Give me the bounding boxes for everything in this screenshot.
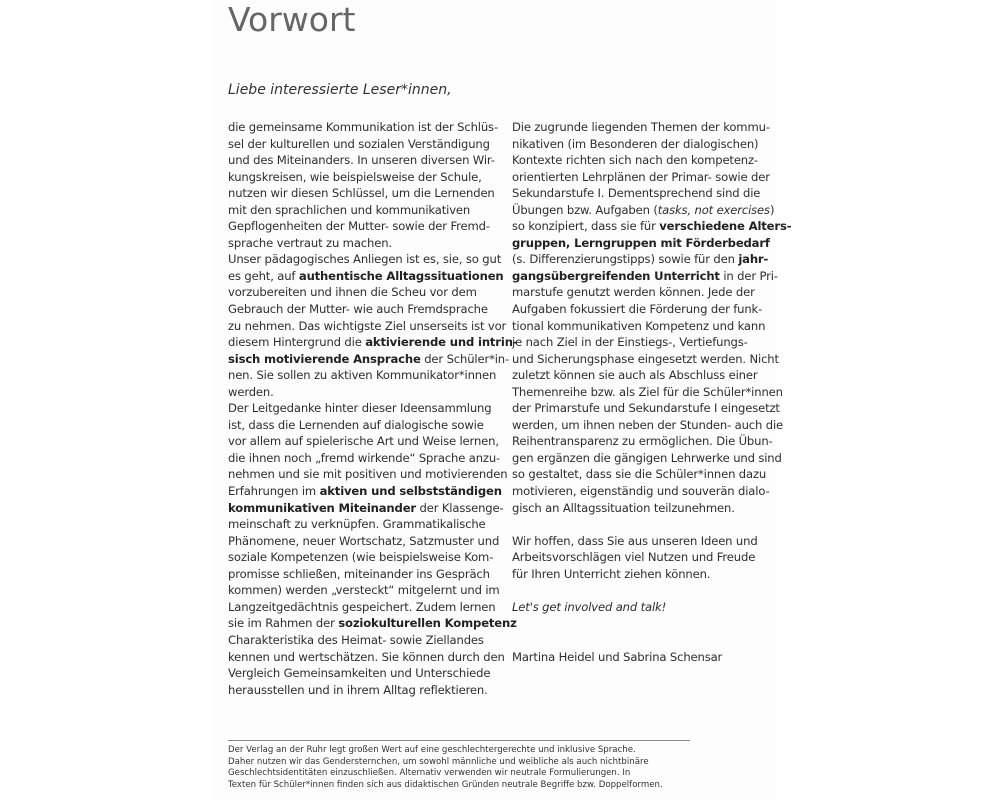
text-segment: Langzeitgedächtnis gespeichert. Zudem lernen	[228, 599, 496, 614]
text-line	[512, 136, 791, 153]
text-segment: ist, dass die Lernenden auf dialogische sowie	[228, 417, 484, 432]
text-line	[512, 235, 791, 252]
text-segment: gisch an Alltagssituation teilzunehmen.	[512, 500, 735, 515]
text-segment: promisse schließen, miteinander ins Gespräch	[228, 566, 490, 581]
text-line	[512, 500, 791, 517]
text-line	[228, 599, 517, 616]
text-segment: (s. Differenzierungstipps) sowie für den	[512, 252, 739, 267]
footnote-line: Texten für Schüler*innen finden sich aus didaktischen Gründen neutrale Begriffe bzw. Doppelformen.	[228, 779, 663, 790]
left-column-text	[228, 119, 517, 698]
footnote-divider	[228, 740, 690, 741]
text-line	[512, 599, 791, 616]
footnote-line: Geschlechtsidentitäten einzuschließen. Alternativ verwenden wir neutrale Formulierungen. In	[228, 768, 631, 779]
text-segment: nikativen (im Besonderen der dialogischen)	[512, 136, 759, 151]
text-line	[512, 582, 791, 599]
text-line	[228, 566, 517, 583]
text-line	[512, 251, 791, 268]
text-line	[512, 433, 791, 450]
text-line	[228, 202, 517, 219]
text-line	[228, 466, 517, 483]
text-segment: Aufgaben fokussiert die Förderung der funk-	[512, 302, 763, 317]
text-line	[228, 549, 517, 566]
text-line	[228, 119, 517, 136]
text-line	[512, 202, 791, 219]
text-line	[228, 169, 517, 186]
text-line	[512, 169, 791, 186]
text-line	[228, 152, 517, 169]
text-segment: nutzen wir diesen Schlüssel, um die Lernenden	[228, 186, 495, 201]
text-segment: und des Miteinanders. In unseren diversen Wir-	[228, 153, 495, 168]
text-segment: der Primarstufe und Sekundarstufe I eingesetzt	[512, 401, 780, 416]
bold-text: aktiven und selbstständigen	[319, 484, 502, 499]
text-line	[228, 433, 517, 450]
text-segment: zuletzt können sie auch als Abschluss einer	[512, 368, 758, 383]
text-segment: es geht, auf	[228, 268, 299, 283]
text-segment: Kontexte richten sich nach den kompetenz-	[512, 153, 758, 168]
text-segment: gen ergänzen die gängigen Lehrwerke und sind	[512, 450, 782, 465]
text-line	[512, 417, 791, 434]
bold-text: jahr-	[738, 252, 769, 267]
bold-text: gangsübergreifenden Unterricht	[512, 268, 720, 283]
italic-text: tasks, not exercises	[657, 202, 770, 217]
bold-text: gruppen, Lerngruppen mit Förderbedarf	[512, 235, 770, 250]
text-segment: kommen) werden „versteckt“ mitgelernt und im	[228, 583, 500, 598]
text-segment: Arbeitsvorschlägen viel Nutzen und Freude	[512, 550, 756, 565]
text-line	[512, 218, 791, 235]
page-title: Vorwort	[228, 0, 356, 39]
text-segment: Reihentransparenz zu ermöglichen. Die Übun-	[512, 434, 773, 449]
text-line	[228, 450, 517, 467]
text-line	[228, 400, 517, 417]
text-segment: soziale Kompetenzen (wie beispielsweise Kom-	[228, 550, 494, 565]
text-line	[512, 400, 791, 417]
footnote	[228, 745, 663, 791]
text-line	[228, 136, 517, 153]
text-segment: für Ihren Unterricht ziehen können.	[512, 566, 711, 581]
text-line	[228, 649, 517, 666]
text-line	[228, 367, 517, 384]
text-line	[228, 284, 517, 301]
text-segment: der Klassenge-	[415, 500, 504, 515]
text-segment: Martina Heidel und Sabrina Schensar	[512, 649, 723, 664]
text-segment: )	[769, 202, 775, 217]
bold-text: authentische Alltagssituationen	[298, 268, 504, 283]
text-line	[228, 582, 517, 599]
footnote-line: Der Verlag an der Ruhr legt großen Wert auf eine geschlechtergerechte und inklusive Sprache.	[228, 745, 636, 755]
text-segment: Übungen bzw. Aufgaben (	[512, 202, 658, 217]
text-line	[228, 665, 517, 682]
text-line	[512, 301, 791, 318]
text-line	[512, 533, 791, 550]
text-segment: so konzipiert, dass sie für	[512, 219, 660, 234]
text-segment: nen. Sie sollen zu aktiven Kommunikator*innen	[228, 368, 497, 383]
text-line	[228, 301, 517, 318]
text-line	[512, 384, 791, 401]
text-segment: werden.	[228, 384, 274, 399]
text-line	[228, 268, 517, 285]
greeting: Liebe interessierte Leser*innen,	[228, 82, 452, 98]
text-segment: der Schüler*in-	[420, 351, 510, 366]
text-segment: vor allem auf spielerische Art und Weise lernen,	[228, 434, 499, 449]
text-segment: Gebrauch der Mutter- wie auch Fremdsprache	[228, 302, 488, 317]
text-line	[512, 334, 791, 351]
text-segment: tional kommunikativen Kompetenz und kann	[512, 318, 766, 333]
text-segment: orientierten Lehrplänen der Primar- sowie der	[512, 169, 770, 184]
text-segment: Charakteristika des Heimat- sowie Ziellandes	[228, 632, 484, 647]
text-line	[512, 516, 791, 533]
text-segment: sie im Rahmen der	[228, 616, 339, 631]
text-line	[228, 218, 517, 235]
text-segment: zu nehmen. Das wichtigste Ziel unserseits ist vor	[228, 318, 507, 333]
text-line	[512, 649, 791, 666]
text-line	[228, 483, 517, 500]
text-segment: sprache vertraut zu machen.	[228, 235, 392, 250]
text-segment: nehmen und sie mit positiven und motivierenden	[228, 467, 508, 482]
text-line	[228, 615, 517, 632]
text-line	[228, 682, 517, 699]
text-line	[228, 351, 517, 368]
text-line	[228, 334, 517, 351]
text-line	[228, 235, 517, 252]
text-line	[512, 284, 791, 301]
text-line	[512, 351, 791, 368]
text-line	[512, 466, 791, 483]
text-line	[512, 152, 791, 169]
text-line	[228, 384, 517, 401]
text-line	[512, 185, 791, 202]
text-segment: die gemeinsame Kommunikation ist der Schlüs-	[228, 120, 498, 134]
text-segment: motivieren, eigenständig und souverän dialo-	[512, 484, 770, 499]
text-segment: Unser pädagogisches Anliegen ist es, sie, so gut	[228, 252, 502, 267]
text-segment: Wir hoffen, dass Sie aus unseren Ideen und	[512, 533, 758, 548]
text-line	[228, 516, 517, 533]
text-line	[512, 318, 791, 335]
text-line	[512, 632, 791, 649]
text-segment: diesem Hintergrund die	[228, 335, 366, 350]
text-segment: herausstellen und in ihrem Alltag reflektieren.	[228, 682, 488, 697]
text-line	[228, 632, 517, 649]
bold-text: sisch motivierende Ansprache	[228, 351, 421, 366]
text-line	[512, 367, 791, 384]
text-line	[512, 615, 791, 632]
text-segment: Vergleich Gemeinsamkeiten und Unterschiede	[228, 666, 491, 681]
text-line	[512, 450, 791, 467]
text-segment: Gepflogenheiten der Mutter- sowie der Fremd-	[228, 219, 490, 234]
text-segment: Die zugrunde liegenden Themen der kommu-	[512, 120, 770, 134]
text-line	[228, 417, 517, 434]
text-line	[512, 566, 791, 583]
text-segment: kennen und wertschätzen. Sie können durch den	[228, 649, 505, 664]
text-segment: Sekundarstufe I. Dementsprechend sind die	[512, 186, 761, 201]
text-segment: in der Pri-	[719, 268, 778, 283]
text-segment: Phänomene, neuer Wortschatz, Satzmuster und	[228, 533, 500, 548]
italic-text: Let's get involved and talk!	[512, 599, 667, 614]
text-line	[228, 251, 517, 268]
bold-text: aktivierende und intrin-	[365, 335, 518, 350]
text-line	[512, 119, 791, 136]
text-segment: sel der kulturellen und sozialen Verständigung	[228, 136, 490, 151]
bold-text: verschiedene Alters-	[659, 219, 792, 234]
text-segment: so gestaltet, dass sie die Schüler*innen dazu	[512, 467, 767, 482]
text-line	[228, 500, 517, 517]
text-segment: kungskreisen, wie beispielsweise der Schule,	[228, 169, 482, 184]
text-line	[228, 185, 517, 202]
text-segment: werden, um ihnen neben der Stunden- auch die	[512, 417, 784, 432]
text-segment: Der Leitgedanke hinter dieser Ideensammlung	[228, 401, 492, 416]
text-segment: und Sicherungsphase eingesetzt werden. Nicht	[512, 351, 779, 366]
bold-text: kommunikativen Miteinander	[228, 500, 416, 515]
right-column-text	[512, 119, 791, 665]
text-segment: Themenreihe bzw. als Ziel für die Schüler*innen	[512, 384, 783, 399]
text-segment: meinschaft zu verknüpfen. Grammatikalische	[228, 517, 486, 532]
bold-text: soziokulturellen Kompetenz	[338, 616, 517, 631]
text-segment: die ihnen noch „fremd wirkende“ Sprache anzu-	[228, 450, 501, 465]
text-segment: je nach Ziel in der Einstiegs-, Vertiefungs-	[512, 335, 748, 350]
text-line	[512, 268, 791, 285]
text-line	[228, 533, 517, 550]
text-segment: vorzubereiten und ihnen die Scheu vor dem	[228, 285, 477, 300]
text-line	[512, 483, 791, 500]
text-segment: mit den sprachlichen und kommunikativen	[228, 202, 471, 217]
text-line	[512, 549, 791, 566]
text-line	[228, 318, 517, 335]
text-segment: Erfahrungen im	[228, 484, 320, 499]
footnote-line: Daher nutzen wir das Gendersternchen, um sowohl männliche und weibliche als auch nichtbinäre	[228, 756, 649, 767]
text-segment: marstufe genutzt werden können. Jede der	[512, 285, 755, 300]
